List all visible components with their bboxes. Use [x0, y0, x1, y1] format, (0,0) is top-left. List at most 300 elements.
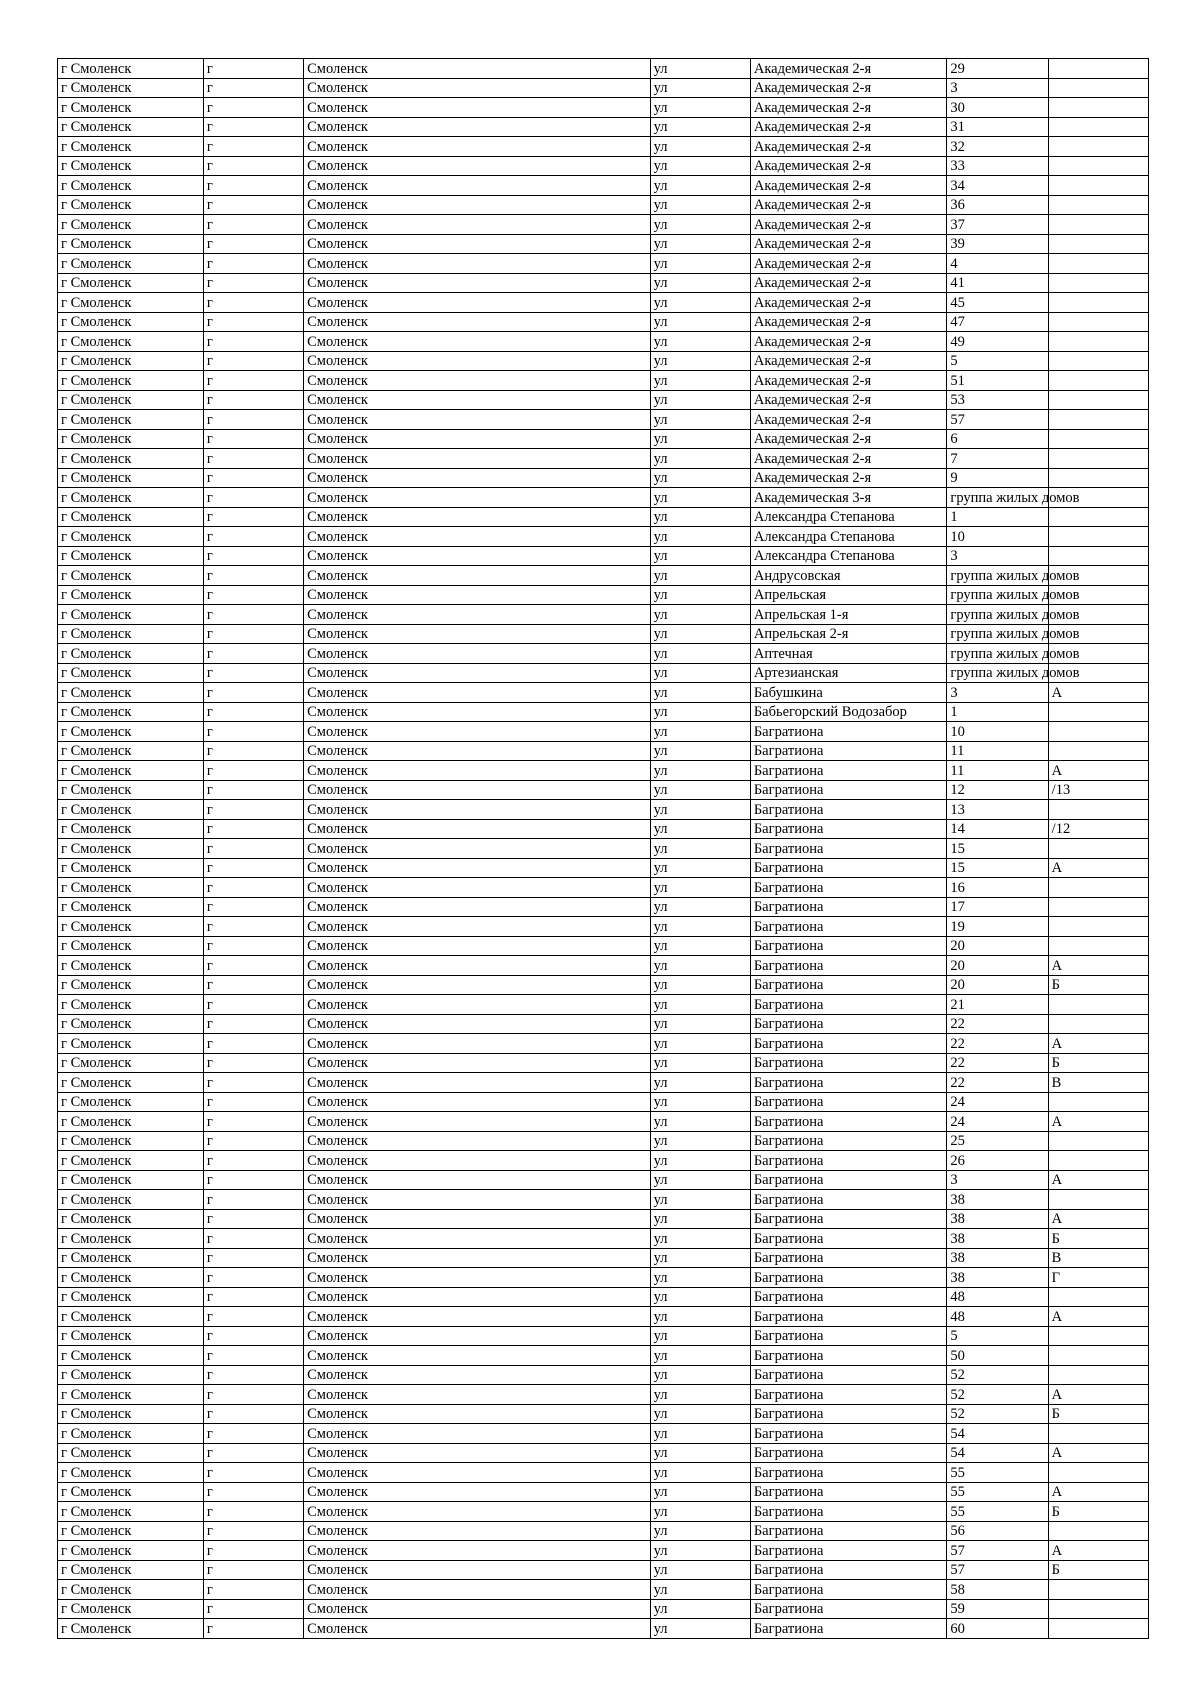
- house-number-cell: 55: [947, 1482, 1048, 1502]
- table-row: [58, 215, 1149, 235]
- settlement-cell: г Смоленск: [58, 1170, 204, 1190]
- settlement-cell: г Смоленск: [58, 234, 204, 254]
- building-cell: А: [1048, 1482, 1148, 1502]
- street-type-cell: ул: [650, 1248, 750, 1268]
- street-type-cell: ул: [650, 117, 750, 137]
- table-row: [58, 176, 1149, 196]
- city-cell: Смоленск: [304, 1287, 650, 1307]
- house-number-cell: 3: [947, 1170, 1048, 1190]
- locality-type-cell: г: [203, 722, 303, 742]
- building-cell: [1048, 546, 1148, 566]
- house-number-cell: 55: [947, 1502, 1048, 1522]
- table-row: [58, 878, 1149, 898]
- table-row: [58, 741, 1149, 761]
- house-number-cell: 37: [947, 215, 1048, 235]
- settlement-cell: г Смоленск: [58, 1014, 204, 1034]
- building-cell: А: [1048, 1112, 1148, 1132]
- settlement-cell: г Смоленск: [58, 1034, 204, 1054]
- locality-type-cell: г: [203, 663, 303, 683]
- table-row: [58, 1053, 1149, 1073]
- table-row: [58, 390, 1149, 410]
- locality-type-cell: г: [203, 858, 303, 878]
- street-type-cell: ул: [650, 273, 750, 293]
- house-number-cell: 3: [947, 546, 1048, 566]
- locality-type-cell: г: [203, 449, 303, 469]
- settlement-cell: г Смоленск: [58, 156, 204, 176]
- table-row: [58, 1151, 1149, 1171]
- house-number-cell: 57: [947, 1560, 1048, 1580]
- street-name-cell: Багратиона: [750, 1190, 947, 1210]
- building-cell: [1048, 371, 1148, 391]
- city-cell: Смоленск: [304, 1560, 650, 1580]
- building-cell: [1048, 332, 1148, 352]
- house-number-cell: 22: [947, 1073, 1048, 1093]
- locality-type-cell: г: [203, 605, 303, 625]
- settlement-cell: г Смоленск: [58, 117, 204, 137]
- table-row: [58, 1443, 1149, 1463]
- street-name-cell: Багратиона: [750, 1034, 947, 1054]
- house-number-cell: 56: [947, 1521, 1048, 1541]
- building-cell: А: [1048, 1170, 1148, 1190]
- street-name-cell: Багратиона: [750, 780, 947, 800]
- city-cell: Смоленск: [304, 1092, 650, 1112]
- city-cell: Смоленск: [304, 878, 650, 898]
- city-cell: Смоленск: [304, 1034, 650, 1054]
- city-cell: Смоленск: [304, 1443, 650, 1463]
- street-name-cell: Багратиона: [750, 956, 947, 976]
- house-number-cell: 52: [947, 1404, 1048, 1424]
- city-cell: Смоленск: [304, 59, 650, 79]
- city-cell: Смоленск: [304, 1229, 650, 1249]
- street-type-cell: ул: [650, 956, 750, 976]
- street-name-cell: Академическая 2-я: [750, 254, 947, 274]
- street-type-cell: ул: [650, 390, 750, 410]
- locality-type-cell: г: [203, 761, 303, 781]
- settlement-cell: г Смоленск: [58, 351, 204, 371]
- street-type-cell: ул: [650, 312, 750, 332]
- locality-type-cell: г: [203, 1073, 303, 1093]
- table-row: [58, 663, 1149, 683]
- house-number-cell: 15: [947, 858, 1048, 878]
- settlement-cell: г Смоленск: [58, 527, 204, 547]
- locality-type-cell: г: [203, 1034, 303, 1054]
- settlement-cell: г Смоленск: [58, 585, 204, 605]
- city-cell: Смоленск: [304, 1424, 650, 1444]
- table-row: [58, 722, 1149, 742]
- house-number-cell: 59: [947, 1599, 1048, 1619]
- street-type-cell: ул: [650, 761, 750, 781]
- house-number-cell: 45: [947, 293, 1048, 313]
- settlement-cell: г Смоленск: [58, 1521, 204, 1541]
- street-type-cell: ул: [650, 1385, 750, 1405]
- table-row: [58, 1580, 1149, 1600]
- city-cell: Смоленск: [304, 683, 650, 703]
- street-type-cell: ул: [650, 858, 750, 878]
- table-row: [58, 351, 1149, 371]
- table-row: [58, 332, 1149, 352]
- settlement-cell: г Смоленск: [58, 273, 204, 293]
- street-name-cell: Багратиона: [750, 917, 947, 937]
- street-name-cell: Артезианская: [750, 663, 947, 683]
- settlement-cell: г Смоленск: [58, 644, 204, 664]
- table-row: [58, 1521, 1149, 1541]
- city-cell: Смоленск: [304, 1580, 650, 1600]
- building-cell: [1048, 156, 1148, 176]
- city-cell: Смоленск: [304, 819, 650, 839]
- street-type-cell: ул: [650, 449, 750, 469]
- settlement-cell: г Смоленск: [58, 761, 204, 781]
- settlement-cell: г Смоленск: [58, 1443, 204, 1463]
- street-type-cell: ул: [650, 585, 750, 605]
- table-row: [58, 410, 1149, 430]
- city-cell: Смоленск: [304, 897, 650, 917]
- street-name-cell: Академическая 2-я: [750, 312, 947, 332]
- building-cell: /12: [1048, 819, 1148, 839]
- street-name-cell: Багратиона: [750, 1346, 947, 1366]
- locality-type-cell: г: [203, 995, 303, 1015]
- building-cell: [1048, 293, 1148, 313]
- settlement-cell: г Смоленск: [58, 1502, 204, 1522]
- building-cell: [1048, 195, 1148, 215]
- table-row: [58, 1092, 1149, 1112]
- street-name-cell: Академическая 2-я: [750, 468, 947, 488]
- locality-type-cell: г: [203, 1112, 303, 1132]
- settlement-cell: г Смоленск: [58, 1287, 204, 1307]
- city-cell: Смоленск: [304, 780, 650, 800]
- table-row: [58, 507, 1149, 527]
- street-name-cell: Академическая 2-я: [750, 429, 947, 449]
- locality-type-cell: г: [203, 254, 303, 274]
- house-number-cell: 57: [947, 410, 1048, 430]
- building-cell: Б: [1048, 1053, 1148, 1073]
- locality-type-cell: г: [203, 624, 303, 644]
- house-number-cell: 15: [947, 839, 1048, 859]
- street-name-cell: Академическая 2-я: [750, 273, 947, 293]
- building-cell: [1048, 215, 1148, 235]
- street-type-cell: ул: [650, 1268, 750, 1288]
- building-cell: [1048, 917, 1148, 937]
- street-type-cell: ул: [650, 293, 750, 313]
- building-cell: В: [1048, 1248, 1148, 1268]
- street-name-cell: Багратиона: [750, 1326, 947, 1346]
- table-row: [58, 429, 1149, 449]
- house-number-cell: группа жилых домов: [947, 644, 1048, 664]
- locality-type-cell: г: [203, 702, 303, 722]
- street-type-cell: ул: [650, 507, 750, 527]
- address-table-body: [58, 59, 1149, 1639]
- street-type-cell: ул: [650, 936, 750, 956]
- city-cell: Смоленск: [304, 995, 650, 1015]
- house-number-cell: 14: [947, 819, 1048, 839]
- locality-type-cell: г: [203, 956, 303, 976]
- street-type-cell: ул: [650, 1326, 750, 1346]
- house-number-cell: группа жилых домов: [947, 585, 1048, 605]
- locality-type-cell: г: [203, 1502, 303, 1522]
- street-type-cell: ул: [650, 644, 750, 664]
- settlement-cell: г Смоленск: [58, 1151, 204, 1171]
- building-cell: [1048, 897, 1148, 917]
- settlement-cell: г Смоленск: [58, 137, 204, 157]
- city-cell: Смоленск: [304, 566, 650, 586]
- city-cell: Смоленск: [304, 956, 650, 976]
- house-number-cell: 36: [947, 195, 1048, 215]
- street-type-cell: ул: [650, 800, 750, 820]
- locality-type-cell: г: [203, 1229, 303, 1249]
- city-cell: Смоленск: [304, 371, 650, 391]
- building-cell: А: [1048, 1443, 1148, 1463]
- street-name-cell: Академическая 2-я: [750, 332, 947, 352]
- building-cell: [1048, 429, 1148, 449]
- city-cell: Смоленск: [304, 663, 650, 683]
- street-name-cell: Багратиона: [750, 936, 947, 956]
- city-cell: Смоленск: [304, 858, 650, 878]
- locality-type-cell: г: [203, 1404, 303, 1424]
- house-number-cell: группа жилых домов: [947, 624, 1048, 644]
- city-cell: Смоленск: [304, 332, 650, 352]
- table-row: [58, 1326, 1149, 1346]
- city-cell: Смоленск: [304, 195, 650, 215]
- locality-type-cell: г: [203, 839, 303, 859]
- settlement-cell: г Смоленск: [58, 566, 204, 586]
- street-name-cell: Апрельская 1-я: [750, 605, 947, 625]
- city-cell: Смоленск: [304, 234, 650, 254]
- street-name-cell: Академическая 2-я: [750, 195, 947, 215]
- building-cell: [1048, 1599, 1148, 1619]
- street-type-cell: ул: [650, 1463, 750, 1483]
- street-type-cell: ул: [650, 1053, 750, 1073]
- street-name-cell: Академическая 2-я: [750, 293, 947, 313]
- table-row: [58, 1385, 1149, 1405]
- street-name-cell: Академическая 3-я: [750, 488, 947, 508]
- street-type-cell: ул: [650, 1112, 750, 1132]
- house-number-cell: 32: [947, 137, 1048, 157]
- city-cell: Смоленск: [304, 1346, 650, 1366]
- street-name-cell: Багратиона: [750, 1502, 947, 1522]
- locality-type-cell: г: [203, 1424, 303, 1444]
- house-number-cell: 25: [947, 1131, 1048, 1151]
- settlement-cell: г Смоленск: [58, 722, 204, 742]
- locality-type-cell: г: [203, 1580, 303, 1600]
- locality-type-cell: г: [203, 1170, 303, 1190]
- settlement-cell: г Смоленск: [58, 1053, 204, 1073]
- street-name-cell: Багратиона: [750, 819, 947, 839]
- street-type-cell: ул: [650, 254, 750, 274]
- table-row: [58, 1307, 1149, 1327]
- city-cell: Смоленск: [304, 1307, 650, 1327]
- house-number-cell: 1: [947, 702, 1048, 722]
- street-name-cell: Багратиона: [750, 1443, 947, 1463]
- city-cell: Смоленск: [304, 293, 650, 313]
- locality-type-cell: г: [203, 1619, 303, 1639]
- locality-type-cell: г: [203, 507, 303, 527]
- house-number-cell: 26: [947, 1151, 1048, 1171]
- table-row: [58, 1268, 1149, 1288]
- table-row: [58, 995, 1149, 1015]
- building-cell: Б: [1048, 1502, 1148, 1522]
- settlement-cell: г Смоленск: [58, 663, 204, 683]
- street-type-cell: ул: [650, 975, 750, 995]
- street-name-cell: Багратиона: [750, 858, 947, 878]
- street-name-cell: Апрельская: [750, 585, 947, 605]
- street-type-cell: ул: [650, 195, 750, 215]
- street-type-cell: ул: [650, 1170, 750, 1190]
- table-row: [58, 156, 1149, 176]
- street-name-cell: Апрельская 2-я: [750, 624, 947, 644]
- street-name-cell: Багратиона: [750, 1599, 947, 1619]
- street-name-cell: Багратиона: [750, 1365, 947, 1385]
- house-number-cell: 48: [947, 1307, 1048, 1327]
- city-cell: Смоленск: [304, 488, 650, 508]
- locality-type-cell: г: [203, 1560, 303, 1580]
- settlement-cell: г Смоленск: [58, 429, 204, 449]
- locality-type-cell: г: [203, 468, 303, 488]
- building-cell: [1048, 176, 1148, 196]
- locality-type-cell: г: [203, 195, 303, 215]
- locality-type-cell: г: [203, 1463, 303, 1483]
- house-number-cell: группа жилых домов: [947, 605, 1048, 625]
- table-row: [58, 917, 1149, 937]
- street-name-cell: Багратиона: [750, 761, 947, 781]
- city-cell: Смоленск: [304, 410, 650, 430]
- table-row: [58, 819, 1149, 839]
- building-cell: [1048, 1131, 1148, 1151]
- house-number-cell: 12: [947, 780, 1048, 800]
- house-number-cell: 52: [947, 1365, 1048, 1385]
- building-cell: [1048, 254, 1148, 274]
- street-name-cell: Академическая 2-я: [750, 449, 947, 469]
- city-cell: Смоленск: [304, 1521, 650, 1541]
- street-type-cell: ул: [650, 1443, 750, 1463]
- locality-type-cell: г: [203, 1248, 303, 1268]
- city-cell: Смоленск: [304, 1190, 650, 1210]
- table-row: [58, 137, 1149, 157]
- street-type-cell: ул: [650, 605, 750, 625]
- building-cell: Г: [1048, 1268, 1148, 1288]
- city-cell: Смоленск: [304, 839, 650, 859]
- settlement-cell: г Смоленск: [58, 1092, 204, 1112]
- settlement-cell: г Смоленск: [58, 956, 204, 976]
- table-row: [58, 1404, 1149, 1424]
- settlement-cell: г Смоленск: [58, 1229, 204, 1249]
- settlement-cell: г Смоленск: [58, 449, 204, 469]
- locality-type-cell: г: [203, 585, 303, 605]
- street-name-cell: Багратиона: [750, 1560, 947, 1580]
- street-type-cell: ул: [650, 1034, 750, 1054]
- city-cell: Смоленск: [304, 936, 650, 956]
- settlement-cell: г Смоленск: [58, 624, 204, 644]
- locality-type-cell: г: [203, 1541, 303, 1561]
- table-row: [58, 293, 1149, 313]
- house-number-cell: 57: [947, 1541, 1048, 1561]
- city-cell: Смоленск: [304, 1112, 650, 1132]
- locality-type-cell: г: [203, 137, 303, 157]
- settlement-cell: г Смоленск: [58, 507, 204, 527]
- locality-type-cell: г: [203, 819, 303, 839]
- city-cell: Смоленск: [304, 351, 650, 371]
- locality-type-cell: г: [203, 1346, 303, 1366]
- locality-type-cell: г: [203, 1287, 303, 1307]
- table-row: [58, 449, 1149, 469]
- locality-type-cell: г: [203, 215, 303, 235]
- street-name-cell: Александра Степанова: [750, 507, 947, 527]
- house-number-cell: 19: [947, 917, 1048, 937]
- settlement-cell: г Смоленск: [58, 975, 204, 995]
- street-name-cell: Багратиона: [750, 1404, 947, 1424]
- settlement-cell: г Смоленск: [58, 702, 204, 722]
- house-number-cell: 38: [947, 1248, 1048, 1268]
- settlement-cell: г Смоленск: [58, 98, 204, 118]
- house-number-cell: 22: [947, 1053, 1048, 1073]
- house-number-cell: 52: [947, 1385, 1048, 1405]
- city-cell: Смоленск: [304, 98, 650, 118]
- locality-type-cell: г: [203, 293, 303, 313]
- locality-type-cell: г: [203, 1365, 303, 1385]
- city-cell: Смоленск: [304, 215, 650, 235]
- table-row: [58, 1287, 1149, 1307]
- street-type-cell: ул: [650, 1287, 750, 1307]
- locality-type-cell: г: [203, 234, 303, 254]
- street-name-cell: Багратиона: [750, 1053, 947, 1073]
- locality-type-cell: г: [203, 1482, 303, 1502]
- table-row: [58, 1365, 1149, 1385]
- house-number-cell: 54: [947, 1424, 1048, 1444]
- settlement-cell: г Смоленск: [58, 1404, 204, 1424]
- street-type-cell: ул: [650, 215, 750, 235]
- street-type-cell: ул: [650, 1131, 750, 1151]
- city-cell: Смоленск: [304, 1502, 650, 1522]
- building-cell: [1048, 1092, 1148, 1112]
- building-cell: [1048, 390, 1148, 410]
- house-number-cell: 22: [947, 1014, 1048, 1034]
- city-cell: Смоленск: [304, 1014, 650, 1034]
- house-number-cell: группа жилых домов: [947, 663, 1048, 683]
- table-row: [58, 78, 1149, 98]
- house-number-cell: 49: [947, 332, 1048, 352]
- house-number-cell: 7: [947, 449, 1048, 469]
- house-number-cell: 1: [947, 507, 1048, 527]
- house-number-cell: группа жилых домов: [947, 566, 1048, 586]
- street-type-cell: ул: [650, 176, 750, 196]
- settlement-cell: г Смоленск: [58, 897, 204, 917]
- building-cell: [1048, 410, 1148, 430]
- locality-type-cell: г: [203, 410, 303, 430]
- settlement-cell: г Смоленск: [58, 1346, 204, 1366]
- city-cell: Смоленск: [304, 1073, 650, 1093]
- street-type-cell: ул: [650, 1599, 750, 1619]
- table-row: [58, 585, 1149, 605]
- house-number-cell: 38: [947, 1190, 1048, 1210]
- house-number-cell: 50: [947, 1346, 1048, 1366]
- city-cell: Смоленск: [304, 176, 650, 196]
- city-cell: Смоленск: [304, 1248, 650, 1268]
- city-cell: Смоленск: [304, 137, 650, 157]
- city-cell: Смоленск: [304, 1053, 650, 1073]
- locality-type-cell: г: [203, 780, 303, 800]
- street-type-cell: ул: [650, 624, 750, 644]
- street-name-cell: Багратиона: [750, 1073, 947, 1093]
- settlement-cell: г Смоленск: [58, 780, 204, 800]
- settlement-cell: г Смоленск: [58, 741, 204, 761]
- table-row: [58, 1482, 1149, 1502]
- city-cell: Смоленск: [304, 702, 650, 722]
- street-name-cell: Багратиона: [750, 1307, 947, 1327]
- house-number-cell: 38: [947, 1268, 1048, 1288]
- settlement-cell: г Смоленск: [58, 1248, 204, 1268]
- building-cell: А: [1048, 1034, 1148, 1054]
- building-cell: А: [1048, 1541, 1148, 1561]
- street-type-cell: ул: [650, 1365, 750, 1385]
- house-number-cell: 3: [947, 683, 1048, 703]
